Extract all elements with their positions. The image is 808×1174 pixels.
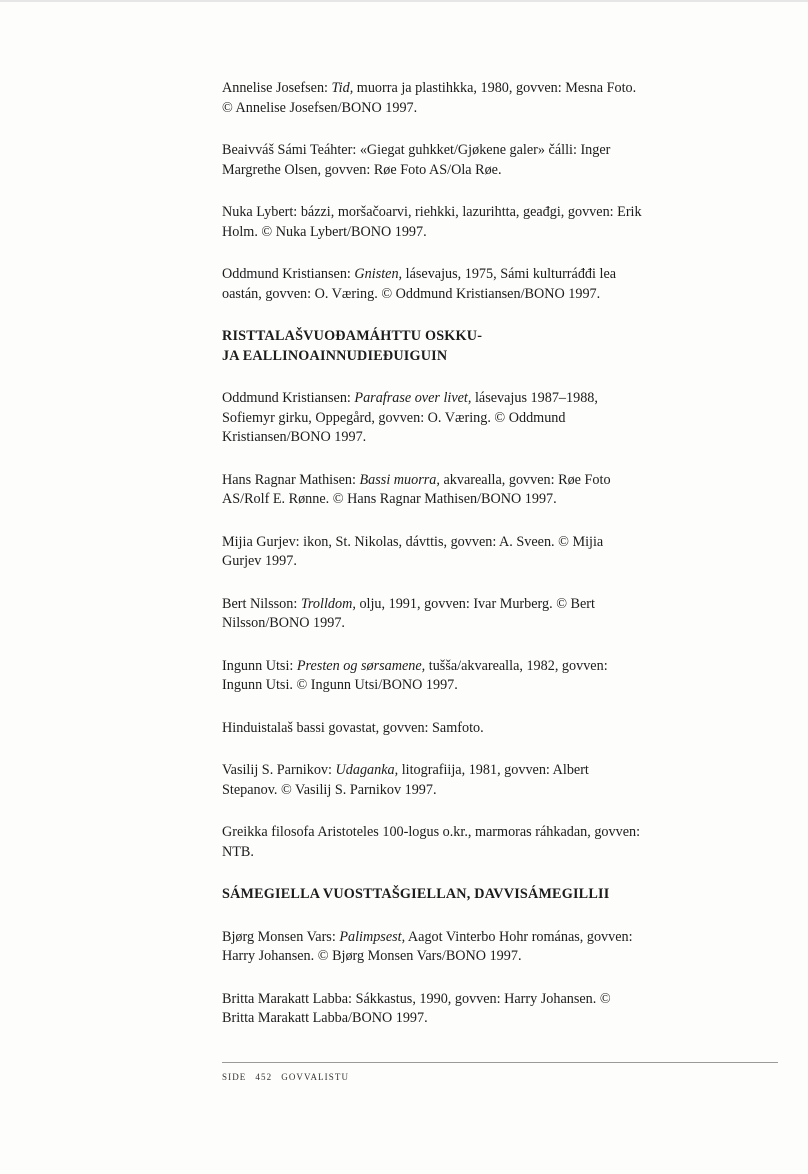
caption-entry <box>222 761 642 800</box>
entry-title: Gnisten, <box>354 266 403 282</box>
entry-author: Greikka filosofa Aristoteles <box>222 824 383 840</box>
entry-author: Mijia Gurjev: <box>222 533 304 550</box>
entry-title: Udaganka, <box>335 762 399 778</box>
entry-author: Oddmund Kristiansen: <box>222 266 355 282</box>
entry-group-before <box>222 79 642 304</box>
entry-author: Ingunn Utsi: <box>222 657 297 674</box>
entry-details: litografiija, 1981, govven: Albert Stepanov. © Vasilij S. Parnikov 1997. <box>222 762 589 798</box>
entry-author: Bert Nilsson: <box>222 595 301 612</box>
caption-entry <box>222 79 642 118</box>
entry-title: Parafrase over livet, <box>354 390 472 406</box>
entry-author: Vasilij S. Parnikov: <box>222 762 336 778</box>
entry-details: akvarealla, govven: Røe Foto AS/Rolf E. Rønne. © Hans Ragnar Mathisen/BONO 1997. <box>222 471 611 507</box>
entry-details: muorra ja plastihkka, 1980, govven: Mesna Foto. © Annelise Josefsen/BONO 1997. <box>222 80 637 116</box>
entry-group-middle <box>222 389 642 862</box>
page-number: 452 <box>255 1072 273 1082</box>
entry-author: Bjørg Monsen Vars: <box>222 928 340 945</box>
top-edge <box>0 0 808 2</box>
caption-list <box>222 79 642 1052</box>
section-heading-language: SÁMEGIELLA VUOSTTAŠGIELLAN, DAVVISÁMEGILLII <box>222 886 610 902</box>
caption-entry <box>222 389 642 448</box>
caption-entry <box>222 203 642 242</box>
caption-entry <box>222 471 642 510</box>
entry-details: 100-logus o.kr., marmoras ráhkadan, govven: NTB. <box>222 824 641 860</box>
footer-divider <box>222 1062 778 1063</box>
entry-details: govven: Samfoto. <box>382 719 484 736</box>
entry-author: Beaivváš Sámi Teáhter: <box>222 142 360 158</box>
caption-entry <box>222 823 642 862</box>
entry-details: olju, 1991, govven: Ivar Murberg. © Bert Nilsson/BONO 1997. <box>222 595 595 631</box>
heading-line: RISTTALAŠVUOĐAMÁHTTU OSKKU- <box>222 328 483 344</box>
entry-details: Sákkastus, 1990, govven: Harry Johansen. © Britta Marakatt Labba/BONO 1997. <box>222 990 611 1026</box>
entry-author: Oddmund Kristiansen: <box>222 390 355 406</box>
footer-section-title: GOVVALISTU <box>281 1072 350 1082</box>
entry-details: «Giegat guhkket/Gjøkene galer» čálli: Inger Margrethe Olsen, govven: Røe Foto AS/Ola Røe. <box>222 142 611 178</box>
heading-line: JA EALLINOAINNUDIEĐUIGUIN <box>222 347 448 364</box>
entry-title: Trolldom, <box>300 595 356 612</box>
entry-details: bázzi, moršačoarvi, riehkki, lazurihtta, geađgi, govven: Erik Holm. © Nuka Lybert/BONO 1997. <box>222 204 642 240</box>
entry-author: Nuka Lybert: <box>222 204 301 220</box>
entry-author: Hans Ragnar Mathisen: <box>222 471 360 488</box>
entry-title: Bassi muorra, <box>359 471 440 488</box>
entry-author: Annelise Josefsen: <box>222 80 332 96</box>
caption-entry <box>222 533 642 572</box>
caption-entry <box>222 265 642 304</box>
entry-details: lásevajus, 1975, Sámi kulturráđđi lea oastán, govven: O. Væring. © Oddmund Kristiansen/BONO 1997. <box>222 266 617 302</box>
entry-author: Britta Marakatt Labba: <box>222 990 356 1007</box>
entry-details: Aagot Vinterbo Hohr románas, govven: Harry Johansen. © Bjørg Monsen Vars/BONO 1997. <box>222 928 633 964</box>
section-heading-religion <box>222 327 642 366</box>
caption-entry <box>222 657 642 696</box>
caption-entry <box>222 719 642 739</box>
entry-author: Hinduistalaš bassi govastat, <box>222 719 383 736</box>
caption-entry <box>222 595 642 634</box>
caption-entry <box>222 928 642 967</box>
entry-details: lásevajus 1987–1988, Sofiemyr girku, Oppegård, govven: O. Væring. © Oddmund Kristiansen/BONO 1997. <box>222 390 598 445</box>
footer-side-label: SIDE <box>222 1072 247 1082</box>
entry-details: ikon, St. Nikolas, dávttis, govven: A. Sveen. © Mijia Gurjev 1997. <box>222 533 604 569</box>
entry-title: Tid, <box>331 80 354 96</box>
caption-entry <box>222 141 642 180</box>
caption-entry <box>222 990 642 1029</box>
entry-title: Presten og sørsamene, <box>296 657 426 674</box>
entry-title: Palimpsest, <box>339 928 406 945</box>
entry-details: tuššа/akvarealla, 1982, govven: Ingunn Utsi. © Ingunn Utsi/BONO 1997. <box>222 657 608 693</box>
page-footer <box>222 1072 358 1082</box>
entry-group-after <box>222 928 642 1029</box>
